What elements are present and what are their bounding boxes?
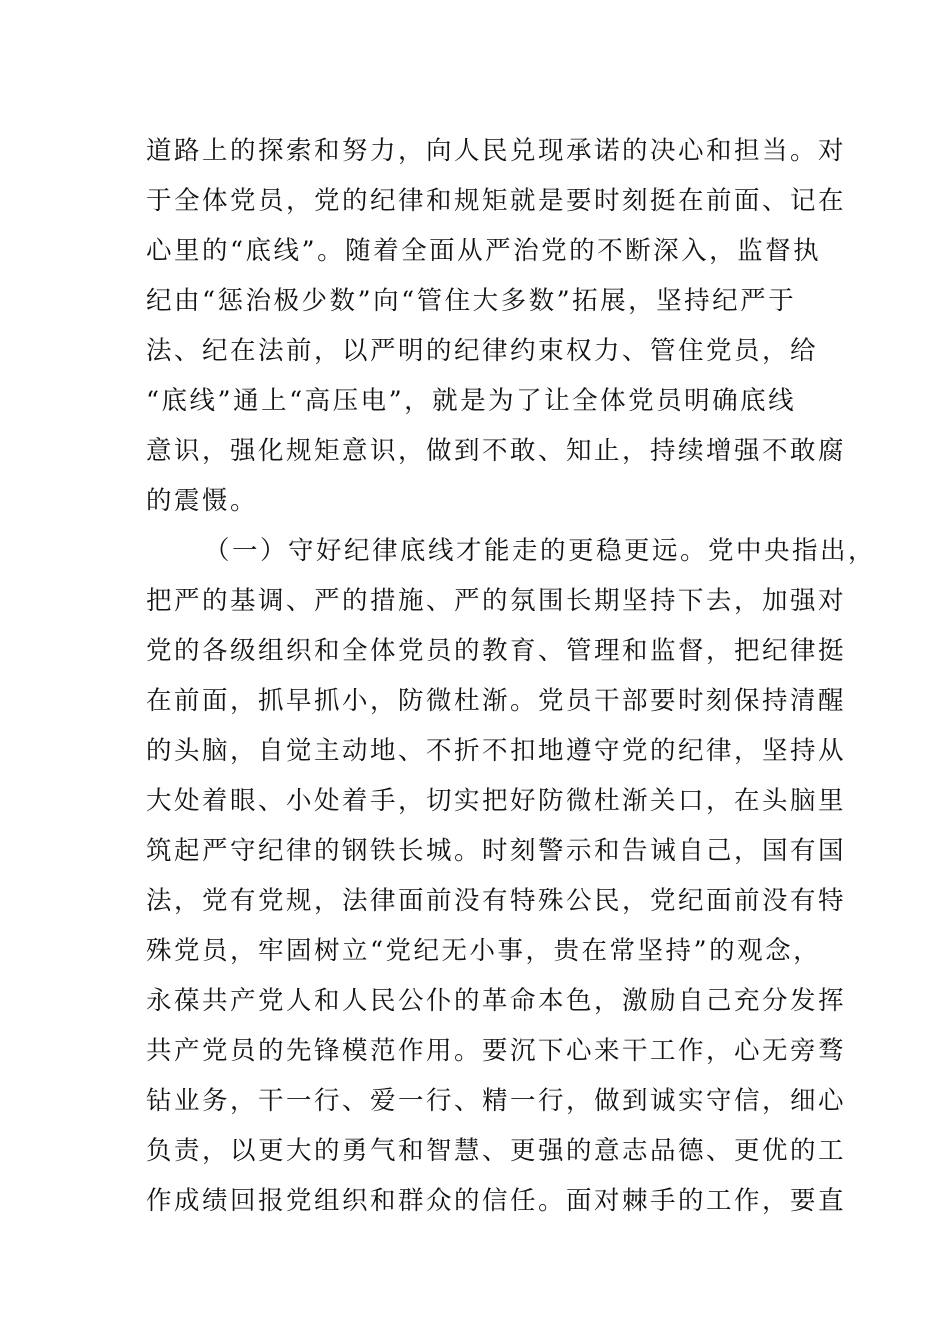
text-line: 殊党员，牢固树立“党纪无小事，贵在常坚持”的观念，: [146, 936, 822, 966]
text-line: 法，党有党规，法律面前没有特殊公民，党纪面前没有特: [146, 886, 847, 916]
text-line: “底线”通上“高压电”，就是为了让全体党员明确底线: [146, 386, 797, 416]
text-line: 纪由“惩治极少数”向“管住大多数”拓展，坚持纪严于: [146, 286, 797, 316]
text-line: 大处着眼、小处着手，切实把好防微杜渐关口，在头脑里: [146, 786, 847, 816]
text-line: 共产党员的先锋模范作用。要沉下心来干工作，心无旁骛: [146, 1036, 847, 1066]
text-line: 的头脑，自觉主动地、不折不扣地遵守党的纪律，坚持从: [146, 736, 847, 766]
text-line: 钻业务，干一行、爱一行、精一行，做到诚实守信，细心: [146, 1086, 847, 1116]
paragraph-1: [146, 126, 847, 526]
text-line: 永葆共产党人和人民公仆的革命本色，激励自己充分发挥: [146, 986, 847, 1016]
document-body: [146, 126, 877, 1226]
text-line: 作成绩回报党组织和群众的信任。面对棘手的工作，要直: [146, 1186, 847, 1216]
paragraph-2: [146, 526, 877, 1226]
text-line: 意识，强化规矩意识，做到不敢、知止，持续增强不敢腐: [146, 436, 847, 466]
text-line: 负责，以更大的勇气和智慧、更强的意志品德、更优的工: [146, 1136, 847, 1166]
text-line: 在前面，抓早抓小，防微杜渐。党员干部要时刻保持清醒: [146, 686, 847, 716]
text-line: 把严的基调、严的措施、严的氛围长期坚持下去，加强对: [146, 586, 847, 616]
text-line: 道路上的探索和努力，向人民兑现承诺的决心和担当。对: [146, 136, 847, 166]
text-line: 党的各级组织和全体党员的教育、管理和监督，把纪律挺: [146, 636, 847, 666]
text-line: 法、纪在法前，以严明的纪律约束权力、管住党员，给: [146, 336, 819, 366]
text-line: 筑起严守纪律的钢铁长城。时刻警示和告诫自己，国有国: [146, 836, 847, 866]
text-line: 的震慑。: [146, 486, 259, 516]
text-line: 于全体党员，党的纪律和规矩就是要时刻挺在前面、记在: [146, 186, 847, 216]
text-line: 心里的“底线”。随着全面从严治党的不断深入，监督执: [146, 236, 822, 266]
section-heading-line: （一）守好纪律底线才能走的更稳更远。党中央指出，: [204, 536, 877, 566]
